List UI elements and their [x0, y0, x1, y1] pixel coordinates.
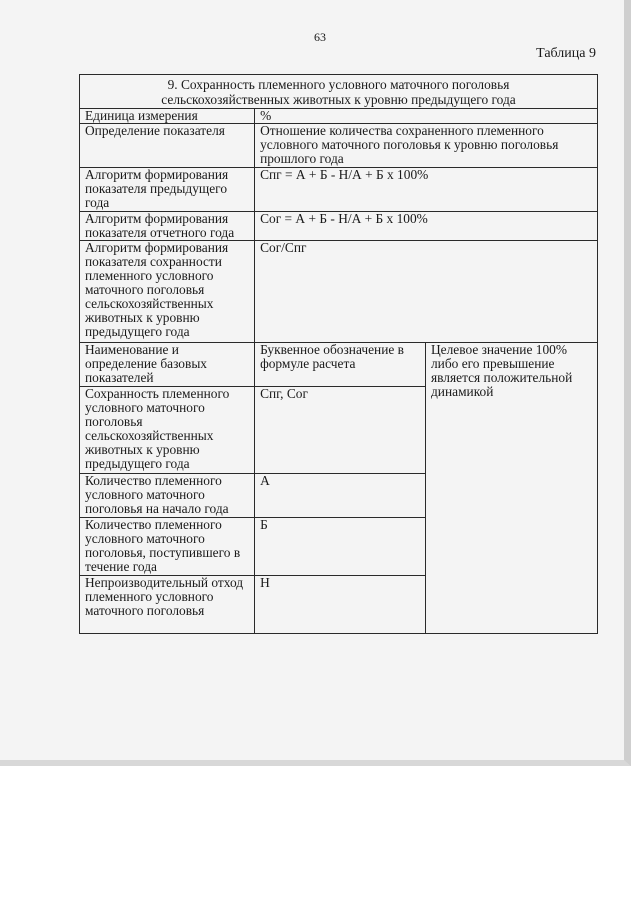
target-value-cell: Целевое значение 100% либо его превышение является положительной динамикой	[425, 343, 597, 634]
algorithm-ratio-formula: Сог/Спг	[255, 241, 598, 343]
page-number: 63	[314, 30, 326, 44]
indicator-table	[79, 74, 598, 634]
base-row-symbol: Спг, Сог	[255, 387, 426, 474]
unit-row	[80, 109, 598, 124]
base-row-name: Количество племенного условного маточного поголовья, поступившего в течение года	[80, 518, 255, 576]
base-row-name: Сохранность племенного условного маточного поголовья сельскохозяйственных животных к уровню предыдущего года	[80, 387, 255, 474]
symbol-header: Буквенное обозначение в формуле расчета	[255, 343, 426, 387]
table-title-cell	[80, 75, 598, 109]
definition-row	[80, 124, 598, 168]
table-title-row	[80, 75, 598, 109]
base-row-name: Непроизводительный отход племенного условного маточного поголовья	[80, 576, 255, 634]
algorithm-curr-formula: Сог = А + Б - Н/А + Б х 100%	[255, 212, 598, 241]
base-row-symbol: Б	[255, 518, 426, 576]
algorithm-prev-formula: Спг = А + Б - Н/А + Б х 100%	[255, 168, 598, 212]
definition-label: Определение показателя	[80, 124, 255, 168]
definition-value: Отношение количества сохраненного племенного условного маточного поголовья к уровню поголовья прошлого года	[255, 124, 598, 168]
table-title-line-1: 9. Сохранность племенного условного маточного поголовья	[167, 77, 510, 92]
algorithm-prev-label: Алгоритм формирования показателя предыдущего года	[80, 168, 255, 212]
unit-value: %	[255, 109, 598, 124]
table-title-line-2: сельскохозяйственных животных к уровню предыдущего года	[161, 92, 516, 107]
base-indicators-header: Наименование и определение базовых показателей	[80, 343, 255, 387]
base-row-name: Количество племенного условного маточного поголовья на начало года	[80, 474, 255, 518]
base-row-symbol: А	[255, 474, 426, 518]
algorithm-ratio-label: Алгоритм формирования показателя сохранности племенного условного маточного поголовья сельскохозяйственных животных к уровню предыдущего года	[80, 241, 255, 343]
algorithm-curr-row	[80, 212, 598, 241]
base-row-symbol: Н	[255, 576, 426, 634]
algorithm-curr-label: Алгоритм формирования показателя отчетного года	[80, 212, 255, 241]
table-caption: Таблица 9	[536, 46, 596, 61]
unit-label: Единица измерения	[80, 109, 255, 124]
algorithm-ratio-row	[80, 241, 598, 343]
algorithm-prev-row	[80, 168, 598, 212]
base-indicators-header-row	[80, 343, 598, 387]
